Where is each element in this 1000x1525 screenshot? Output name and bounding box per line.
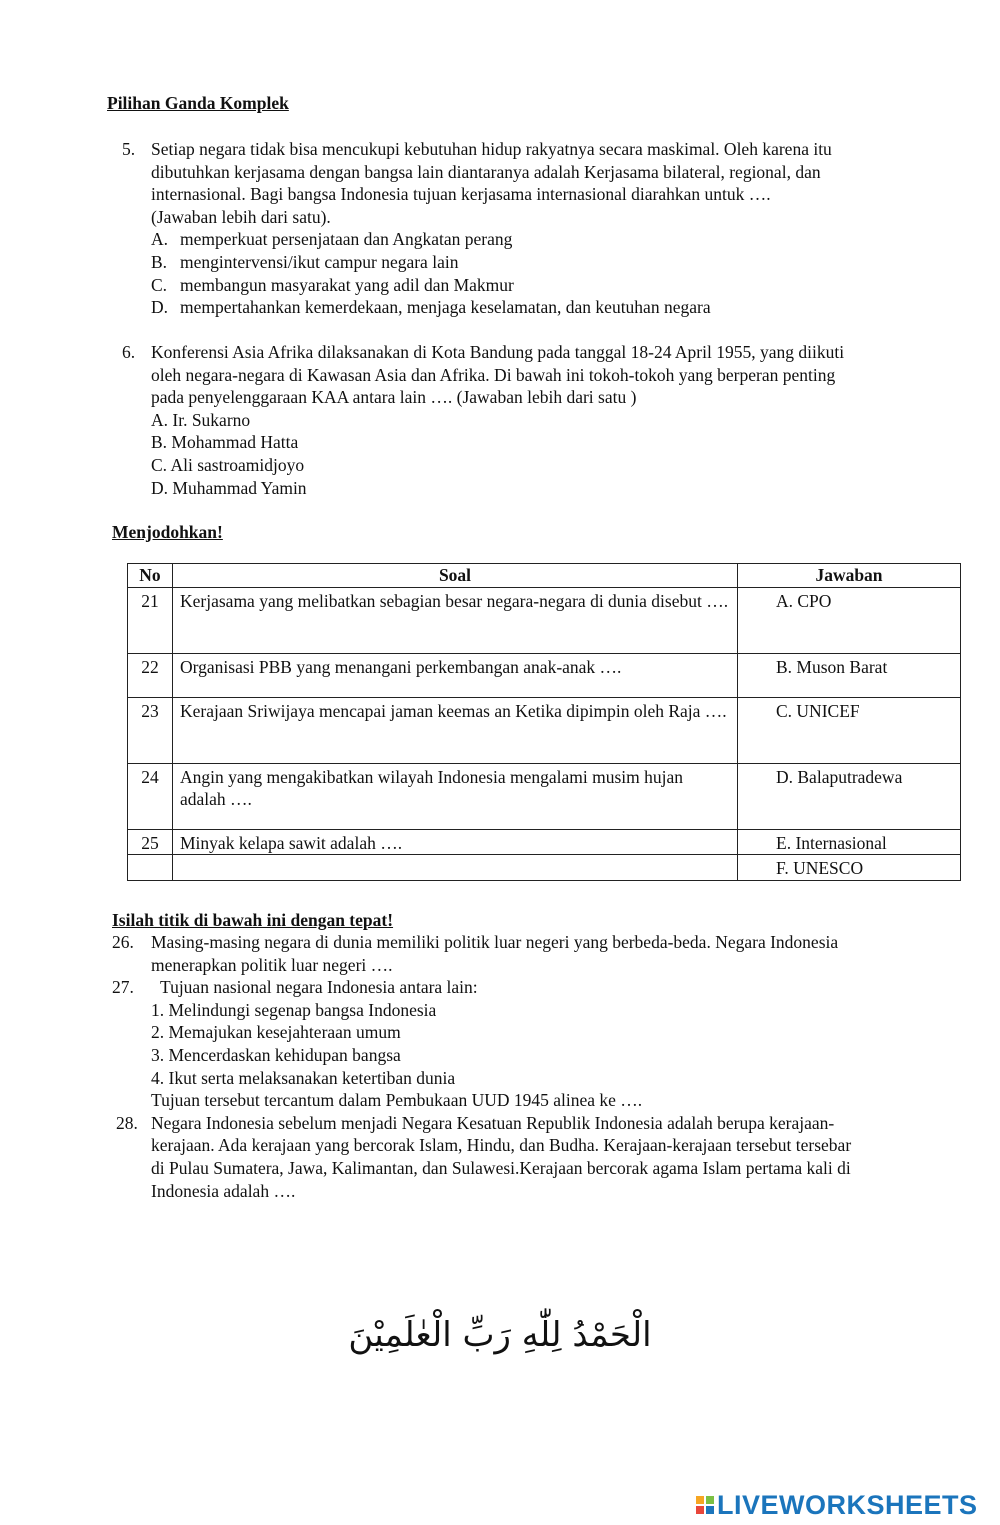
option-text: mengintervensi/ikut campur negara lain [180, 252, 459, 272]
logo-tile [696, 1506, 704, 1514]
question-26-line: menerapkan politik luar negeri …. [151, 954, 393, 975]
section-heading-isilah: Isilah titik di bawah ini dengan tepat! [112, 910, 394, 930]
table-row [128, 587, 961, 653]
row-number [128, 855, 173, 881]
option-letter: D. [151, 297, 169, 318]
row-number: 24 [128, 763, 173, 829]
row-question: Minyak kelapa sawit adalah …. [173, 829, 738, 855]
logo-tile [696, 1496, 704, 1504]
question-5-option-c[interactable] [151, 274, 514, 297]
question-6-line: oleh negara-negara di Kawasan Asia dan Afrika. Di bawah ini tokoh-tokoh yang berperan penting [151, 364, 836, 385]
question-28-number: 28. [116, 1112, 138, 1133]
question-28-line: di Pulau Sumatera, Jawa, Kalimantan, dan Sulawesi.Kerajaan bercorak agama Islam pertama kali di [151, 1158, 851, 1178]
table-row [128, 763, 961, 829]
section-heading-pilihan-ganda: Pilihan Ganda Komplek [107, 93, 289, 113]
logo-tiles-icon [696, 1496, 714, 1514]
row-question [173, 855, 738, 881]
table-row [128, 697, 961, 763]
question-6-line: pada penyelenggaraan KAA antara lain …. (Jawaban lebih dari satu ) [151, 387, 637, 408]
row-answer-option[interactable]: E. Internasional [738, 829, 961, 855]
question-5-line: Setiap negara tidak bisa mencukupi kebutuhan hidup rakyatnya secara maskimal. Oleh karena itu [151, 139, 832, 159]
liveworksheets-logo[interactable] [696, 1488, 978, 1522]
option-letter: C. [151, 274, 168, 295]
question-26-number: 26. [112, 932, 134, 952]
question-6-option-b[interactable]: B. Mohammad Hatta [151, 432, 299, 453]
table-row [128, 855, 961, 881]
question-28-line: Indonesia adalah …. [151, 1180, 296, 1201]
question-5-number: 5. [122, 139, 136, 159]
option-text: memperkuat persenjataan dan Angkatan perang [180, 229, 513, 250]
matching-table [127, 563, 961, 881]
question-28-line: Negara Indonesia sebelum menjadi Negara Kesatuan Republik Indonesia adalah berupa kerajaan- [151, 1112, 835, 1133]
question-27-item: 3. Mencerdaskan kehidupan bangsa [151, 1045, 401, 1065]
question-6-line: Konferensi Asia Afrika dilaksanakan di Kota Bandung pada tanggal 18-24 April 1955, yang diikuti [151, 342, 845, 362]
row-question: Angin yang mengakibatkan wilayah Indonesia mengalami musim hujan adalah …. [173, 763, 738, 829]
row-number: 25 [128, 829, 173, 855]
option-letter: B. [151, 252, 168, 272]
question-27-item: 2. Memajukan kesejahteraan umum [151, 1022, 401, 1043]
option-text: membangun masyarakat yang adil dan Makmur [180, 274, 514, 295]
logo-tile [706, 1506, 714, 1514]
question-5-option-a[interactable] [151, 228, 513, 251]
question-5-option-b[interactable] [151, 251, 459, 274]
question-27-intro: Tujuan nasional negara Indonesia antara lain: [160, 977, 478, 998]
row-answer-option[interactable]: A. CPO [738, 587, 961, 653]
row-answer-option[interactable]: D. Balaputradewa [738, 763, 961, 829]
question-6-number: 6. [122, 342, 136, 362]
question-27-outro: Tujuan tersebut tercantum dalam Pembukaan UUD 1945 alinea ke …. [151, 1090, 643, 1111]
question-5-line: (Jawaban lebih dari satu). [151, 206, 331, 227]
question-5-line: dibutuhkan kerjasama dengan bangsa lain diantaranya adalah Kerjasama bilateral, regional, dan [151, 161, 821, 182]
row-answer-option[interactable]: C. UNICEF [738, 697, 961, 763]
section-heading-menjodohkan: Menjodohkan! [112, 522, 223, 542]
question-5-line: internasional. Bagi bangsa Indonesia tujuan kerjasama internasional diarahkan untuk …. [151, 184, 771, 205]
option-letter: A. [151, 229, 169, 250]
question-27-item: 4. Ikut serta melaksanakan ketertiban dunia [151, 1067, 456, 1088]
question-5-option-d[interactable] [151, 296, 711, 319]
row-answer-option[interactable]: F. UNESCO [738, 855, 961, 881]
brand-name: LIVEWORKSHEETS [717, 1489, 978, 1520]
column-header-jawaban: Jawaban [738, 564, 961, 588]
question-6-option-a[interactable]: A. Ir. Sukarno [151, 409, 251, 430]
row-question: Kerjasama yang melibatkan sebagian besar negara-negara di dunia disebut …. [173, 587, 738, 653]
column-header-no: No [128, 564, 173, 588]
table-row [128, 653, 961, 697]
question-28-line: kerajaan. Ada kerajaan yang bercorak Islam, Hindu, dan Budha. Kerajaan-kerajaan tersebut tersebar [151, 1135, 852, 1156]
row-question: Organisasi PBB yang menangani perkembangan anak-anak …. [173, 653, 738, 697]
logo-tile [706, 1496, 714, 1504]
table-header-row [128, 564, 961, 588]
row-answer-option[interactable]: B. Muson Barat [738, 653, 961, 697]
option-text: mempertahankan kemerdekaan, menjaga keselamatan, dan keutuhan negara [180, 297, 711, 318]
question-27-item: 1. Melindungi segenap bangsa Indonesia [151, 999, 437, 1020]
question-26-line: Masing-masing negara di dunia memiliki politik luar negeri yang berbeda-beda. Negara Indonesia [151, 932, 839, 952]
row-number: 22 [128, 653, 173, 697]
closing-arabic-phrase: الْحَمْدُ لِلّٰهِ رَبِّ الْعٰلَمِيْنَ [348, 1315, 652, 1355]
question-27-number: 27. [112, 977, 134, 998]
row-number: 21 [128, 587, 173, 653]
table-row [128, 829, 961, 855]
question-6-option-d[interactable]: D. Muhammad Yamin [151, 477, 307, 498]
row-number: 23 [128, 697, 173, 763]
row-question: Kerajaan Sriwijaya mencapai jaman keemas an Ketika dipimpin oleh Raja …. [173, 697, 738, 763]
column-header-soal: Soal [173, 564, 738, 588]
question-6-option-c[interactable]: C. Ali sastroamidjoyo [151, 455, 305, 475]
